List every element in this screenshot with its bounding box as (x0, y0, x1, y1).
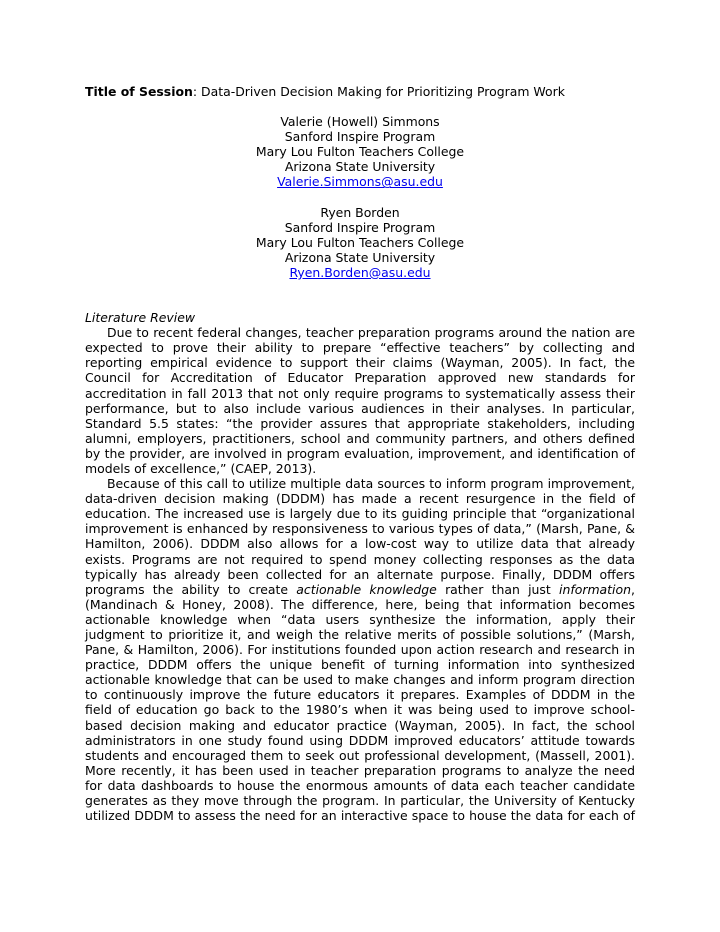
emphasis-actionable-knowledge: actionable knowledge (296, 581, 437, 597)
text-line: More recently, it has been used in teacher preparation programs to analyze the need (85, 762, 635, 778)
author-block-1 (85, 114, 635, 189)
text-segment: programs the ability to create (85, 581, 297, 597)
text-line: alumni, employers, practitioners, school and community partners, and others defined (85, 430, 635, 446)
author-name: Ryen Borden (320, 204, 400, 220)
document-page (85, 84, 635, 823)
text-line: generates as they move through the program. In particular, the University of Kentucky (85, 793, 635, 809)
text-line: by the provider, are involved in program evaluation, improvement, and identification of (85, 445, 635, 461)
text-segment: , (631, 581, 635, 597)
text-line: (Mandinach & Honey, 2008). The difference, here, being that information becomes (85, 596, 635, 612)
text-line: expected to prove their ability to prepare “effective teachers” by collecting and (85, 340, 635, 356)
text-line: Council for Accreditation of Educator Preparation approved new standards for (85, 370, 635, 386)
text-line: education. The increased use is largely due to its guiding principle that “organizational (85, 506, 635, 522)
text-line: improvement is enhanced by responsiveness to various types of data,” (Marsh, Pane, & (85, 521, 635, 537)
author-university: Arizona State University (284, 159, 436, 175)
text-line: judgment to prioritize it, and weigh the relative merits of possible solutions,” (Marsh, (85, 627, 635, 642)
author-block-2 (85, 205, 635, 280)
author-college: Mary Lou Fulton Teachers College (255, 234, 465, 250)
text-line-with-emphasis (85, 582, 635, 597)
text-line: accreditation in fall 2013 that not only require programs to systematically assess their (85, 385, 635, 401)
author-email-link[interactable]: Valerie.Simmons@asu.edu (277, 174, 443, 190)
text-line: based decision making and educator practice (Wayman, 2005). In fact, the school (85, 717, 635, 733)
author-program: Sanford Inspire Program (284, 129, 436, 145)
text-line: reporting empirical evidence to support their claims (Wayman, 2005). In fact, the (85, 355, 635, 371)
author-email-link[interactable]: Ryen.Borden@asu.edu (289, 264, 431, 280)
text-line: actionable knowledge when “data users synthesize the information, apply their (85, 611, 635, 627)
text-line: typically has already been collected for an alternate purpose. Finally, DDDM offers (85, 566, 635, 582)
author-program: Sanford Inspire Program (284, 219, 436, 235)
literature-review-heading: Literature Review (85, 310, 196, 326)
author-university: Arizona State University (284, 249, 436, 265)
text-line: performance, but to also include various audiences in their analyses. In particular, (85, 400, 635, 416)
paragraph-2 (85, 476, 635, 823)
text-line: Pane, & Hamilton, 2006). For institutions founded upon action research and research in (85, 642, 635, 658)
text-line: exists. Programs are not required to spend money collecting responses as the data (85, 551, 635, 567)
text-line: Hamilton, 2006). DDDM also allows for a low-cost way to utilize data that already (85, 536, 635, 552)
session-title (85, 84, 635, 99)
paragraph-1 (85, 325, 635, 476)
session-title-separator: : (192, 84, 202, 99)
author-name: Valerie (Howell) Simmons (280, 114, 440, 130)
text-line: Standard 5.5 states: “the provider assures that appropriate stakeholders, including (85, 415, 635, 431)
text-line: Due to recent federal changes, teacher preparation programs around the nation are (107, 325, 635, 341)
session-title-label: Title of Session (85, 84, 193, 99)
text-line: to continuously improve the future educators it prepares. Examples of DDDM in the (85, 687, 635, 703)
text-segment: rather than just (436, 581, 559, 597)
text-line: students and encouraged them to seek out professional development, (Massell, 2001). (85, 747, 635, 763)
emphasis-information: information (559, 581, 632, 597)
text-line: data-driven decision making (DDDM) has made a recent resurgence in the field of (85, 491, 635, 507)
text-line: field of education go back to the 1980’s when it was being used to improve school- (85, 702, 635, 718)
text-line: actionable knowledge that can be used to make changes and inform program direction (85, 672, 635, 688)
text-line: utilized DDDM to assess the need for an interactive space to house the data for each of (85, 808, 635, 824)
session-title-text: Data-Driven Decision Making for Prioritizing Program Work (201, 84, 565, 99)
text-line: for data dashboards to house the enormous amounts of data each teacher candidate (85, 777, 635, 793)
text-line: Because of this call to utilize multiple data sources to inform program improvement, (107, 476, 635, 492)
text-line: models of excellence,” (CAEP, 2013). (85, 460, 317, 476)
text-line: practice, DDDM offers the unique benefit of turning information into synthesized (85, 657, 635, 673)
text-line: administrators in one study found using DDDM improved educators’ attitude towards (85, 732, 635, 748)
author-college: Mary Lou Fulton Teachers College (255, 144, 465, 160)
